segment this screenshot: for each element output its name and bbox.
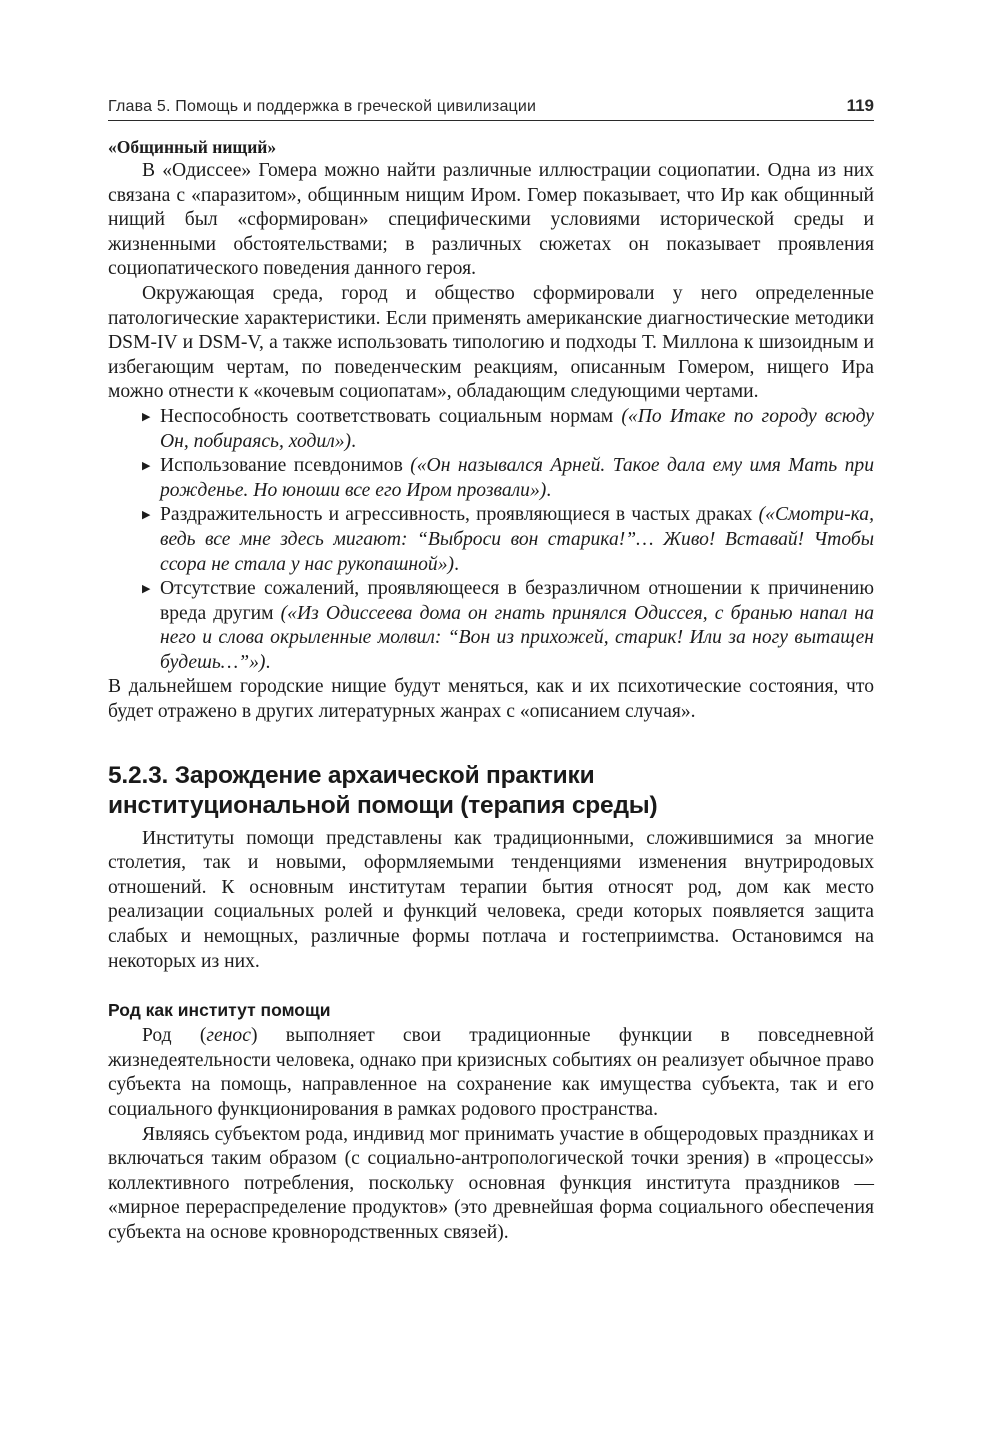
triangle-bullet-icon: ▶ <box>142 460 151 473</box>
list-item-quote: («Смотри-ка, ведь все мне здесь мигают: “Выброси вон старика!”… Живо! Вставай! Чтобы ссора не стала у нас рукопашной») <box>160 504 874 575</box>
paragraph-text: Род ( <box>142 1025 207 1047</box>
section-subheading: «Общинный нищий» <box>108 137 277 157</box>
section-heading-line: институциональной помощи (терапия среды) <box>108 791 658 819</box>
list-item <box>108 503 874 577</box>
list-item-text: Отсутствие сожалений, проявляющееся в безразличном отношении к причинению вреда другим <box>160 578 874 624</box>
list-item-text: Использование псевдонимов <box>160 455 411 477</box>
triangle-bullet-icon: ▶ <box>142 410 151 423</box>
list-item-tail: . <box>351 430 356 452</box>
paragraph: Институты помощи представлены как традиционными, сложившимися за многие столетия, так и новыми, оформляемыми тенденциями изменения внутриродовых отношений. К основным институтам терапии бытия относят род, дом как место реализации социальных ролей и функций человека, среди которых появляется защита слабых и немощных, различные формы потлача и гостеприимства. Остановимся на некоторых из них. <box>108 827 874 972</box>
list-item-text: Неспособность соответствовать социальным нормам <box>160 405 622 427</box>
triangle-bullet-icon: ▶ <box>142 583 151 596</box>
book-page <box>108 90 874 1246</box>
section-heading <box>108 761 874 821</box>
paragraph: Окружающая среда, город и общество сформировали у него определенные патологические характеристики. Если применять американские диагностические методики DSM-IV и DSM-V, а также использовать типологию и подходы Т. Миллона к шизоидным и избегающим чертам, по поведенческим реакциям, описанным Гомером, нищего Ира можно отнести к «кочевым социопатам», обладающим следующими чертами. <box>108 282 874 403</box>
paragraph <box>108 1024 874 1122</box>
list-item <box>108 454 874 503</box>
page-number: 119 <box>846 96 874 115</box>
list-item-quote: («Он назывался Арней. Такое дала ему имя Мать при рожденье. Но юноши все его Иром прозвали») <box>160 455 874 501</box>
paragraph-text: ) выполняет свои традиционные функции в повседневной жизнедеятельности человека, однако при кризисных событиях он реализует обычное право субъекта на помощь, направленное на сохранение как имущества субъекта, так и его социального функционирования в рамках родового пространства. <box>108 1025 874 1120</box>
traits-list <box>108 405 874 676</box>
list-item <box>108 577 874 675</box>
subsection-heading: Род как институт помощи <box>108 1000 331 1021</box>
section-heading-line: 5.2.3. Зарождение архаической практики <box>108 761 595 789</box>
list-item-tail: . <box>265 651 271 673</box>
list-item-tail: . <box>454 553 459 575</box>
list-item-quote: («По Итаке по городу всюду Он, побираясь, ходил») <box>160 405 874 452</box>
paragraph: В дальнейшем городские нищие будут меняться, как и их психотические состояния, что будет отражено в других литературных жанрах с «описанием случая». <box>108 676 874 723</box>
paragraph: В «Одиссее» Гомера можно найти различные иллюстрации социопатии. Одна из них связана с «паразитом», общинным нищим Иром. Гомер показывает, что Ир как общинный нищий был «сформирован» специфическими условиями исторической среды и жизненными обстоятельствами; в различных сюжетах он показывает проявления социопатического поведения данного героя. <box>108 160 874 280</box>
list-item <box>108 405 874 454</box>
list-item-text: Раздражительность и агрессивность, проявляющиеся в частых драках <box>160 504 759 526</box>
paragraph: Являясь субъектом рода, индивид мог принимать участие в общеродовых праздниках и включаться таким образом (с социально-антропологической точки зрения) в «процессы» коллективного потребления, поскольку основная функция института праздников — «мирное перераспределение продуктов» (это древнейшая форма социального обеспечения субъекта на основе кровнородственных связей). <box>108 1123 874 1243</box>
list-item-tail: . <box>546 479 552 501</box>
running-header <box>108 90 874 121</box>
triangle-bullet-icon: ▶ <box>142 509 151 522</box>
term-genos: генос <box>206 1025 251 1047</box>
chapter-title: Глава 5. Помощь и поддержка в греческой цивилизации <box>108 98 537 115</box>
list-item-quote: («Из Одиссеева дома он гнать принялся Одиссея, с бранью напал на него и слова окрыленные молвил: “Вон из прихожей, старик! Или за ногу вытащен будешь…”») <box>160 602 874 673</box>
